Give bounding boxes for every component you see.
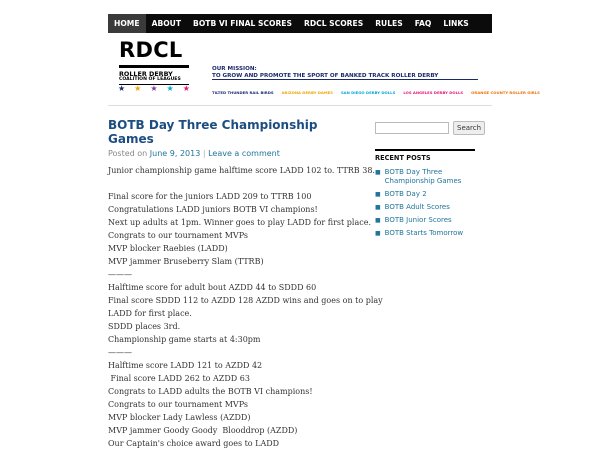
post-meta bbox=[108, 149, 353, 158]
post-line: Congrats to LADD adults the BOTB VI champions! bbox=[108, 387, 313, 396]
main-content bbox=[108, 118, 383, 450]
bullet-icon: ■ bbox=[375, 191, 381, 198]
nav-item-2[interactable]: BOTB VI FINAL SCORES bbox=[193, 19, 292, 28]
posted-on-label: Posted on bbox=[108, 149, 148, 158]
recent-post-link[interactable]: BOTB Adult Scores bbox=[384, 203, 450, 211]
bullet-icon: ■ bbox=[375, 217, 381, 224]
site-header bbox=[108, 33, 540, 106]
star-icon: ★ bbox=[134, 84, 142, 93]
post-line: MVP jammer Goody Goody Blooddrop (AZDD) bbox=[108, 426, 298, 435]
nav-item-3[interactable]: RDCL SCORES bbox=[303, 19, 364, 28]
member-leagues bbox=[212, 90, 540, 95]
recent-posts-list bbox=[375, 168, 478, 238]
logo-title: RDCL bbox=[119, 38, 183, 62]
post-line: Junior championship game halftime score LADD 102 to. TTRB 38. bbox=[108, 166, 375, 175]
league-name: TILTED THUNDER RAIL BIRDS bbox=[212, 90, 274, 95]
post-line: ——— bbox=[108, 348, 132, 357]
recent-post-item bbox=[375, 216, 478, 225]
league-name: SAN DIEGO DERBY DOLLS bbox=[340, 90, 396, 95]
star-icon: ★ bbox=[166, 84, 174, 93]
nav-item-4[interactable]: RULES bbox=[375, 19, 403, 28]
post-line: Our Captain's choice award goes to LADD bbox=[108, 439, 280, 448]
nav-item-0[interactable]: HOME bbox=[108, 14, 146, 33]
post-line: MVP blocker Lady Lawless (AZDD) bbox=[108, 413, 251, 422]
post-date-link[interactable]: June 9, 2013 bbox=[149, 149, 201, 158]
post-body bbox=[108, 164, 383, 450]
recent-post-item bbox=[375, 190, 478, 199]
sidebar bbox=[375, 121, 482, 242]
recent-post-link[interactable]: BOTB Day 2 bbox=[384, 190, 427, 198]
post-line: LADD for first place. bbox=[108, 309, 192, 318]
logo-subtitle-line2: COALITION OF LEAGUES bbox=[119, 77, 181, 82]
mission-statement bbox=[212, 66, 438, 79]
star-icon: ★ bbox=[182, 84, 190, 93]
post-title[interactable]: BOTB Day Three Championship Games bbox=[108, 118, 318, 146]
recent-post-item bbox=[375, 168, 478, 186]
logo-subtitle-line1: ROLLER DERBY bbox=[119, 70, 173, 78]
post-line: Next up adults at 1pm. Winner goes to play LADD for first place. bbox=[108, 218, 371, 227]
recent-post-link[interactable]: BOTB Starts Tomorrow bbox=[384, 229, 464, 237]
nav-menu bbox=[108, 14, 492, 33]
post-line: Congratulations LADD juniors BOTB VI champions! bbox=[108, 205, 318, 214]
star-icon: ★ bbox=[118, 84, 126, 93]
recent-post-item bbox=[375, 229, 478, 238]
star-icon: ★ bbox=[150, 84, 158, 93]
bullet-icon: ■ bbox=[375, 230, 381, 237]
nav-item-1[interactable]: ABOUT bbox=[151, 19, 182, 28]
post-line: Championship game starts at 4:30pm bbox=[108, 335, 261, 344]
search-form bbox=[375, 121, 482, 135]
meta-separator: | bbox=[202, 149, 206, 158]
mission-text: TO GROW AND PROMOTE THE SPORT OF BANKED TRACK ROLLER DERBY bbox=[212, 73, 439, 79]
recent-post-link[interactable]: BOTB Junior Scores bbox=[384, 216, 452, 224]
post-line: Congrats to our tournament MVPs bbox=[108, 400, 248, 409]
search-button[interactable]: Search bbox=[453, 121, 485, 135]
recent-post-item bbox=[375, 203, 478, 212]
mission-underline bbox=[212, 79, 478, 80]
post-line: Final score LADD 262 to AZDD 63 bbox=[108, 374, 250, 383]
post-line: Halftime score LADD 121 to AZDD 42 bbox=[108, 361, 263, 370]
bullet-icon: ■ bbox=[375, 169, 381, 176]
league-stars bbox=[118, 84, 190, 93]
nav-item-5[interactable]: FAQ bbox=[414, 19, 432, 28]
logo-divider bbox=[119, 65, 189, 68]
league-name: ORANGE COUNTY ROLLER GIRLS bbox=[471, 90, 540, 95]
post-line: Congrats to our tournament MVPs bbox=[108, 231, 248, 240]
post-line: MVP blocker Raebies (LADD) bbox=[108, 244, 228, 253]
search-input[interactable] bbox=[375, 122, 449, 134]
post-line: ——— bbox=[108, 270, 132, 279]
post-line: Final score SDDD 112 to AZDD 128 AZDD wins and goes on to play bbox=[108, 296, 383, 305]
mission-label: OUR MISSION: bbox=[212, 66, 257, 72]
league-name: LOS ANGELES DERBY DOLLS bbox=[403, 90, 464, 95]
bullet-icon: ■ bbox=[375, 204, 381, 211]
site-logo[interactable] bbox=[119, 38, 183, 82]
nav-item-6[interactable]: LINKS bbox=[443, 19, 469, 28]
leave-comment-link[interactable]: Leave a comment bbox=[208, 149, 280, 158]
post-line: Final score for the juniors LADD 209 to TTRB 100 bbox=[108, 192, 312, 201]
post-line: Halftime score for adult bout AZDD 44 to SDDD 60 bbox=[108, 283, 317, 292]
league-name: ARIZONA DERBY DAMES bbox=[281, 90, 333, 95]
main-navigation bbox=[108, 14, 492, 33]
recent-posts-heading: RECENT POSTS bbox=[375, 149, 475, 162]
recent-post-link[interactable]: BOTB Day Three Championship Games bbox=[384, 168, 462, 185]
post-line: SDDD places 3rd. bbox=[108, 322, 181, 331]
post-line: MVP jammer Bruseberry Slam (TTRB) bbox=[108, 257, 264, 266]
